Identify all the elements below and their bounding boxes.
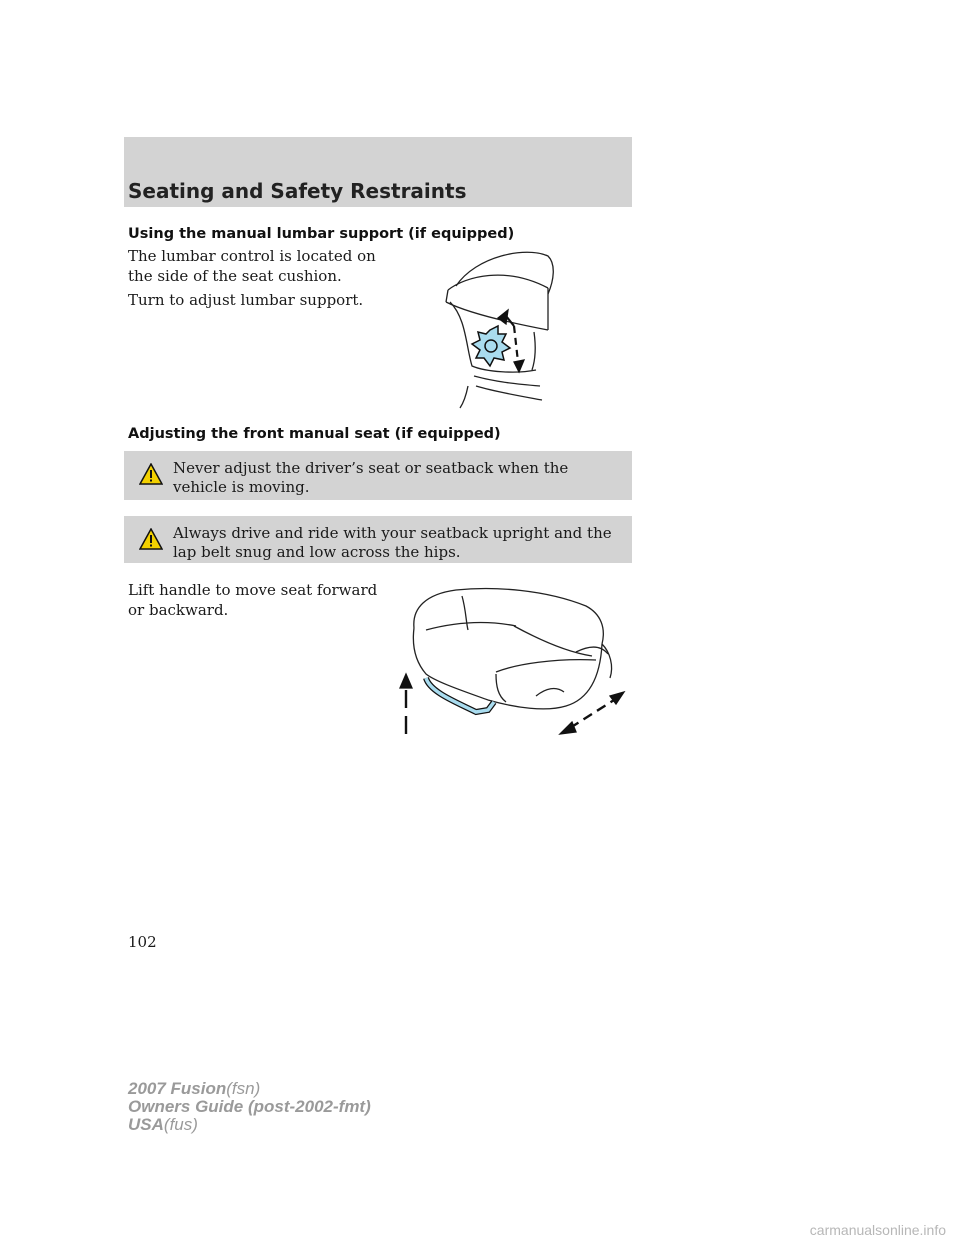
- footer-line-3: [128, 1116, 371, 1134]
- warning-box-2: [124, 516, 632, 563]
- footer-region: USA: [128, 1115, 164, 1134]
- lumbar-heading: Using the manual lumbar support (if equipped): [128, 226, 515, 242]
- page-number: 102: [128, 933, 157, 951]
- footer-line-2: Owners Guide (post-2002-fmt): [128, 1097, 371, 1116]
- warning-icon: [139, 463, 163, 489]
- seat-handle-illustration: [396, 582, 628, 740]
- footer-line-1: [128, 1080, 371, 1098]
- lumbar-paragraph-1: The lumbar control is located on the side of the seat cushion.: [128, 247, 376, 285]
- warning-text-1: Never adjust the driver’s seat or seatback when the vehicle is moving.: [173, 459, 569, 496]
- lumbar-knob-illustration: [436, 246, 560, 410]
- lumbar-paragraph-2: Turn to adjust lumbar support.: [128, 291, 364, 309]
- footer-model-code: (fsn): [226, 1079, 261, 1098]
- manual-seat-heading: Adjusting the front manual seat (if equipped): [128, 426, 501, 442]
- warning-text-2: Always drive and ride with your seatback upright and the lap belt snug and low across the hips.: [173, 524, 612, 561]
- footer-region-code: (fus): [163, 1115, 198, 1134]
- section-title: Seating and Safety Restraints: [128, 179, 467, 203]
- warning-icon: [139, 528, 163, 554]
- footer-model: 2007 Fusion: [128, 1079, 227, 1098]
- warning-box-1: [124, 451, 632, 500]
- document-footer: [128, 1080, 371, 1134]
- watermark[interactable]: carmanualsonline.info: [809, 1222, 946, 1238]
- manual-seat-paragraph: Lift handle to move seat forward or backward.: [128, 581, 378, 619]
